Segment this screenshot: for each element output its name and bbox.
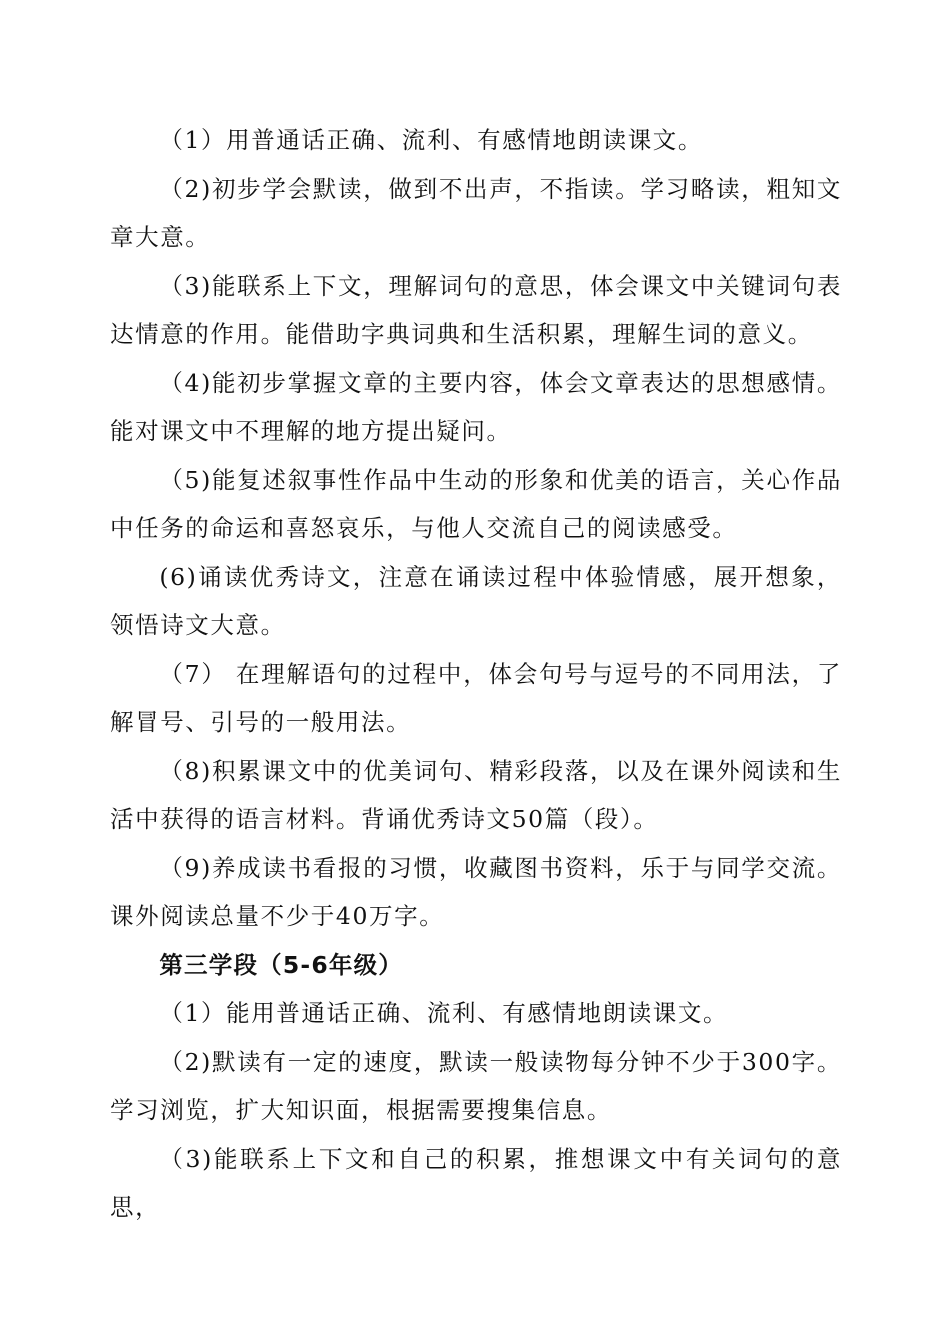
paragraph-5: （5)能复述叙事性作品中生动的形象和优美的语言，关心作品中任务的命运和喜怒哀乐，与他人交流自己的阅读感受。 bbox=[110, 465, 842, 542]
paragraph-9: （9)养成读书看报的习惯，收藏图书资料，乐于与同学交流。课外阅读总量不少于40万字。 bbox=[110, 853, 842, 930]
paragraph-12: （3)能联系上下文和自己的积累，推想课文中有关词句的意思， bbox=[110, 1144, 842, 1221]
paragraph-7: （7） 在理解语句的过程中，体会句号与逗号的不同用法，了解冒号、引号的一般用法。 bbox=[110, 659, 842, 736]
paragraph-11: （2)默读有一定的速度，默读一般读物每分钟不少于300字。学习浏览，扩大知识面，根据需要搜集信息。 bbox=[110, 1047, 842, 1124]
paragraph-8: （8)积累课文中的优美词句、精彩段落，以及在课外阅读和生活中获得的语言材料。背诵优秀诗文50篇（段）。 bbox=[110, 756, 842, 833]
paragraph-4: （4)能初步掌握文章的主要内容，体会文章表达的思想感情。能对课文中不理解的地方提出疑问。 bbox=[110, 368, 842, 445]
paragraph-1: （1）用普通话正确、流利、有感情地朗读课文。 bbox=[159, 126, 703, 154]
section-heading: 第三学段（5-6年级） bbox=[159, 950, 403, 979]
document-body bbox=[110, 116, 842, 1232]
paragraph-2: （2)初步学会默读，做到不出声，不指读。学习略读，粗知文章大意。 bbox=[110, 174, 842, 251]
paragraph-10: （1）能用普通话正确、流利、有感情地朗读课文。 bbox=[159, 999, 729, 1027]
paragraph-3: （3)能联系上下文，理解词句的意思，体会课文中关键词句表达情意的作用。能借助字典词典和生活积累，理解生词的意义。 bbox=[110, 271, 842, 348]
paragraph-6: (6)诵读优秀诗文，注意在诵读过程中体验情感，展开想象，领悟诗文大意。 bbox=[110, 562, 842, 639]
